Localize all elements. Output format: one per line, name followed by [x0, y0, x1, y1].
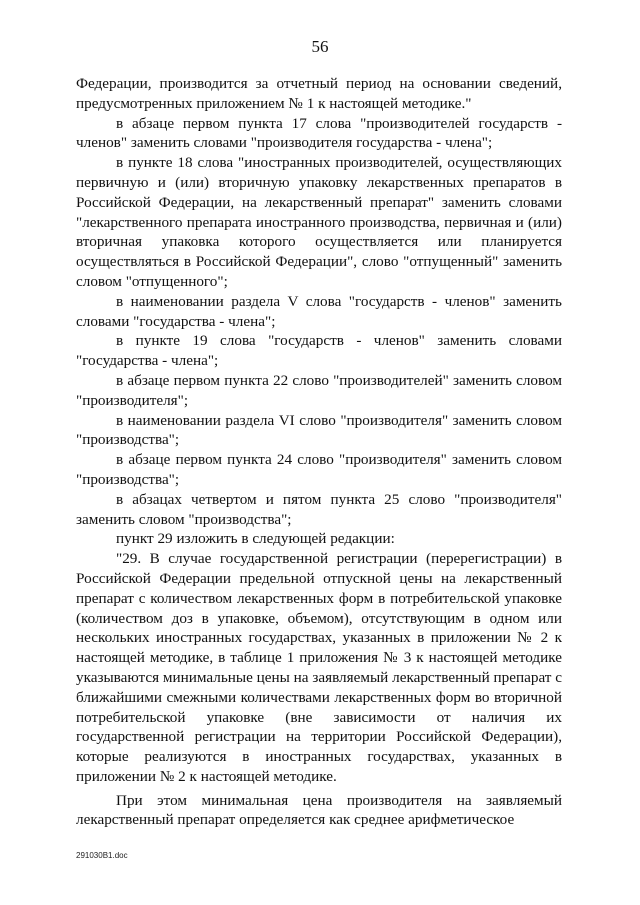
paragraph-amend-point-17: в абзаце первом пункта 17 слова "производителей государств - членов" заменить словами "производителя государства - члена"; — [76, 114, 562, 152]
paragraph-amend-point-25: в абзацах четвертом и пятом пункта 25 слово "производителя" заменить словом "производства"; — [76, 490, 562, 528]
paragraph-amend-point-19: в пункте 19 слова "государств - членов" заменить словами "государства - члена"; — [76, 332, 562, 370]
paragraph-continuation: Федерации, производится за отчетный период на основании сведений, предусмотренных приложением № 1 к настоящей методике." — [76, 75, 562, 112]
paragraph-point-29-intro: пункт 29 изложить в следующей редакции: — [116, 530, 395, 548]
paragraph-minimum-price: При этом минимальная цена производителя на заявляемый лекарственный препарат определяется как среднее арифметическое — [76, 791, 562, 829]
paragraph-amend-point-22: в абзаце первом пункта 22 слово "производителей" заменить словом "производителя"; — [76, 371, 562, 409]
footer-file-code: 291030B1.doc — [76, 851, 128, 860]
paragraph-amend-point-24: в абзаце первом пункта 24 слово "производителя" заменить словом "производства"; — [76, 451, 562, 488]
page-number: 56 — [311, 37, 329, 56]
paragraph-amend-section-6: в наименовании раздела VI слово "производителя" заменить словом "производства"; — [76, 411, 562, 449]
paragraph-amend-section-5: в наименовании раздела V слова "государств - членов" заменить словами "государства - члена"; — [76, 292, 562, 330]
paragraph-point-29-text: "29. В случае государственной регистрации (перерегистрации) в Российской Федерации предельной отпускной цены на лекарственный препарат с количеством лекарственных форм в потребительской упаковке (количеством доз в упаковке, объемом), отсутствующим в одном или нескольких иностранных государствах, указанных в приложении № 2 к настоящей методике, в таблице 1 приложения № 3 к настоящей методике указываются минимальные цены на заявляемый лекарственный препарат с ближайшими смежными количествами лекарственных форм во вторичной потребительской упаковке (вне зависимости от наличия их государственной регистрации на территории Российской Федерации), которые реализуются в иностранных государствах, указанных в приложении № 2 к настоящей методике. — [76, 550, 562, 785]
document-body — [76, 74, 562, 830]
paragraph-amend-point-18: в пункте 18 слова "иностранных производителей, осуществляющих первичную и (или) вторичную упаковку лекарственных препаратов в Российской Федерации, на лекарственный препарат" заменить словами "лекарственного препарата иностранного производства, первичная и (или) вторичная упаковка которого осуществляется или планируется осуществляться в Российской Федерации", слово "отпущенный" заменить словом "отпущенного"; — [76, 154, 562, 290]
